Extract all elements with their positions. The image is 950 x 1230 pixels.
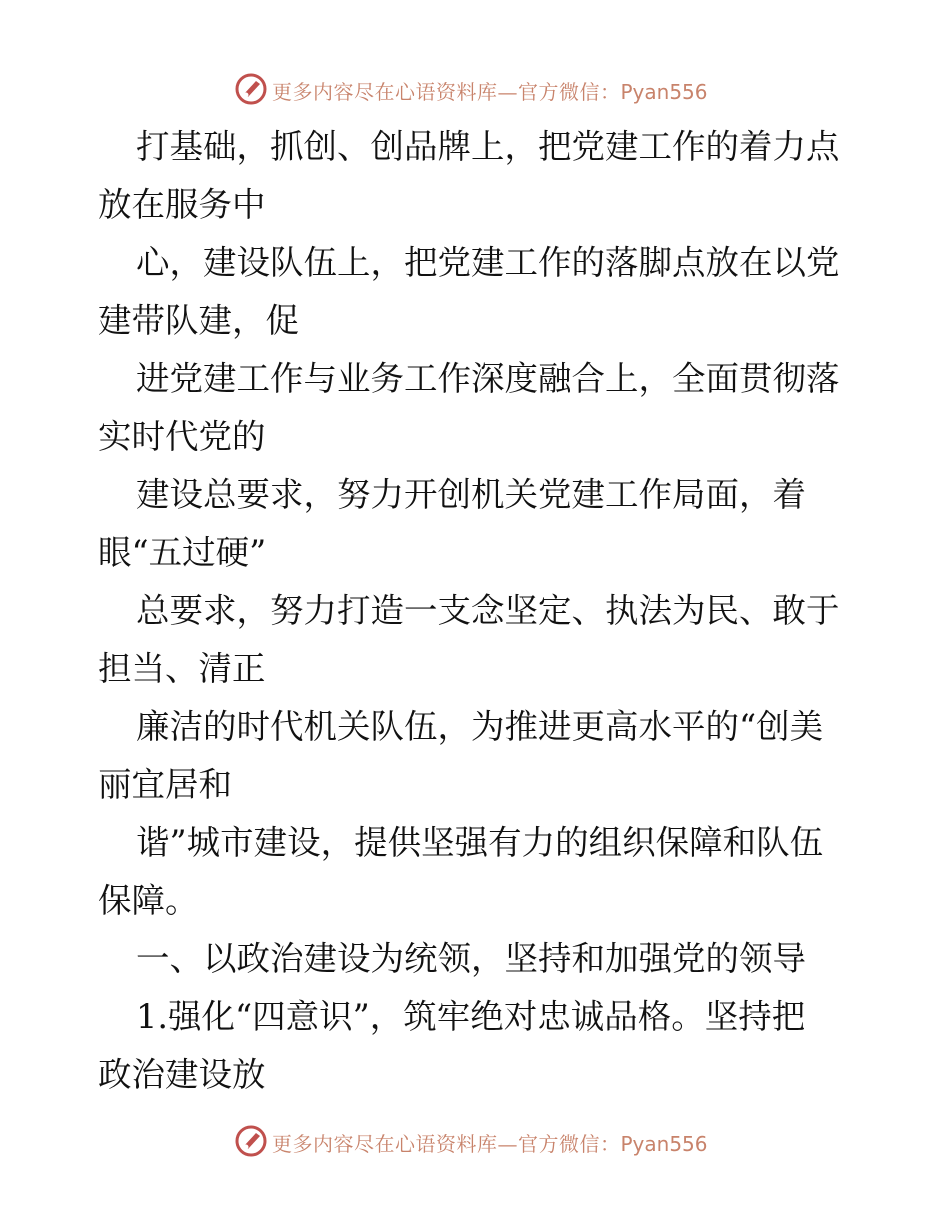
paragraph-line: 一、以政治建设为统领，坚持和加强党的领导	[136, 939, 806, 978]
paragraph	[98, 234, 858, 350]
paragraph-line: 廉洁的时代机关队伍，为推进更高水平的“创美	[136, 707, 824, 746]
paragraph-line: 建带队建，促	[98, 301, 299, 340]
paragraph-line: 谐”城市建设，提供坚强有力的组织保障和队伍	[136, 823, 824, 862]
watermark-text	[272, 76, 708, 105]
paragraph-line: 眼“五过硬”	[98, 533, 267, 572]
paragraph-line: 实时代党的	[98, 417, 266, 456]
paragraph	[98, 582, 858, 698]
paragraph-line: 放在服务中	[98, 185, 266, 224]
paragraph-line: 进党建工作与业务工作深度融合上，全面贯彻落	[136, 359, 840, 398]
document-body	[98, 118, 858, 1104]
paragraph	[98, 814, 858, 930]
watermark-wechat-id: Pyan556	[620, 1132, 708, 1156]
paragraph	[98, 698, 858, 814]
paragraph	[98, 350, 858, 466]
pen-logo-icon	[234, 1124, 268, 1158]
paragraph	[98, 118, 858, 234]
paragraph-line: 心，建设队伍上，把党建工作的落脚点放在以党	[136, 243, 840, 282]
paragraph-line: 丽宜居和	[98, 765, 232, 804]
paragraph	[98, 466, 858, 582]
paragraph	[98, 988, 858, 1104]
watermark-label: 更多内容尽在心语资料库—官方微信：	[272, 1132, 621, 1156]
watermark-header	[0, 70, 950, 110]
watermark-text	[272, 1128, 708, 1157]
paragraph-line: 保障。	[98, 881, 199, 920]
watermark-wechat-id: Pyan556	[620, 80, 708, 104]
paragraph-line: 建设总要求，努力开创机关党建工作局面，着	[136, 475, 806, 514]
watermark-label: 更多内容尽在心语资料库—官方微信：	[272, 80, 621, 104]
section-heading	[98, 930, 858, 988]
paragraph-line: 打基础，抓创、创品牌上，把党建工作的着力点	[136, 127, 840, 166]
paragraph-line: 总要求，努力打造一支念坚定、执法为民、敢于	[136, 591, 840, 630]
paragraph-line: 担当、清正	[98, 649, 266, 688]
pen-logo-icon	[234, 72, 268, 106]
paragraph-line: 政治建设放	[98, 1055, 266, 1094]
watermark-footer	[0, 1122, 950, 1162]
paragraph-line: 1.强化“四意识”，筑牢绝对忠诚品格。坚持把	[136, 997, 806, 1036]
